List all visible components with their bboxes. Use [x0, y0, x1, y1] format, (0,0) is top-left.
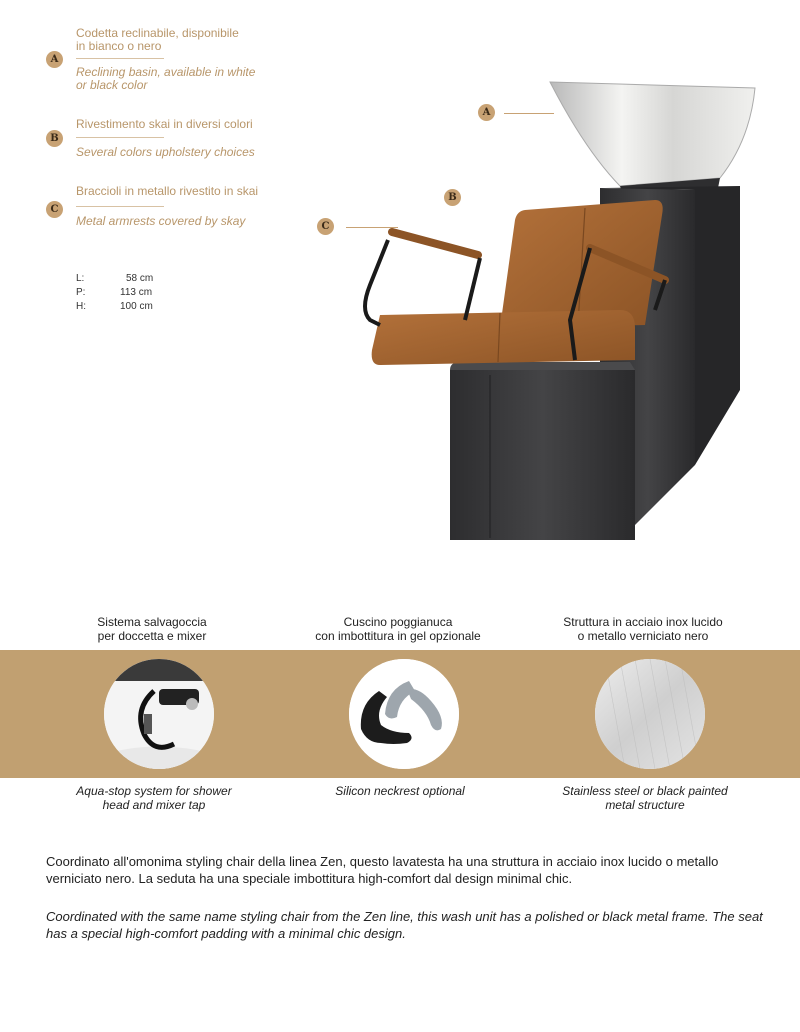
badge-b: B: [46, 130, 63, 147]
feature-a-italian: Codetta reclinabile, disponibile in bianco o nero: [76, 26, 239, 53]
product-badge-a: A: [478, 104, 495, 121]
feature-a-english: Reclining basin, available in white or black color: [76, 65, 256, 92]
feature-c-divider: [76, 206, 164, 207]
product-badge-b: B: [444, 189, 461, 206]
detail-2-english: Silicon neckrest optional: [335, 784, 465, 798]
shower-head-image: [104, 659, 214, 769]
detail-1-italian: Sistema salvagoccia per doccetta e mixer: [97, 615, 207, 643]
description-english: Coordinated with the same name styling chair from the Zen line, this wash unit has a polished or black metal frame. The seat has a special high-comfort padding with a minimal chic design.: [46, 909, 763, 941]
dim-label-p: P:: [76, 287, 86, 298]
dim-value-h: 100 cm: [120, 301, 153, 312]
steel-texture-image: [595, 659, 705, 769]
dim-label-h: H:: [76, 301, 86, 312]
detail-3-italian: Struttura in acciaio inox lucido o metallo verniciato nero: [563, 615, 723, 643]
dim-value-l: 58 cm: [126, 273, 154, 284]
dim-label-l: L:: [76, 273, 85, 284]
feature-b-italian: Rivestimento skai in diversi colori: [76, 117, 253, 131]
feature-c-english: Metal armrests covered by skay: [76, 214, 246, 228]
callout-line-c: [346, 227, 398, 228]
neckrest-image: [349, 659, 459, 769]
description-italian: Coordinato all'omonima styling chair della linea Zen, questo lavatesta ha una struttura in acciaio inox lucido o metallo verniciato nero. La seduta ha una speciale imbottitura high-comfort dal design minimal chic.: [46, 854, 719, 886]
callout-line-a: [504, 113, 554, 114]
feature-c-italian: Braccioli in metallo rivestito in skai: [76, 184, 259, 198]
dim-value-p: 113 cm: [120, 287, 153, 298]
detail-3-english: Stainless steel or black painted metal structure: [562, 784, 728, 812]
badge-c: C: [46, 201, 63, 218]
product-badge-c: C: [317, 218, 334, 235]
detail-2-italian: Cuscino poggianuca con imbottitura in gel opzionale: [315, 615, 481, 643]
detail-1-english: Aqua-stop system for shower head and mixer tap: [76, 784, 232, 812]
feature-b-divider: [76, 137, 164, 138]
feature-b-english: Several colors upholstery choices: [76, 145, 255, 159]
wash-unit-image: [300, 70, 770, 550]
feature-a-divider: [76, 58, 164, 59]
badge-a: A: [46, 51, 63, 68]
